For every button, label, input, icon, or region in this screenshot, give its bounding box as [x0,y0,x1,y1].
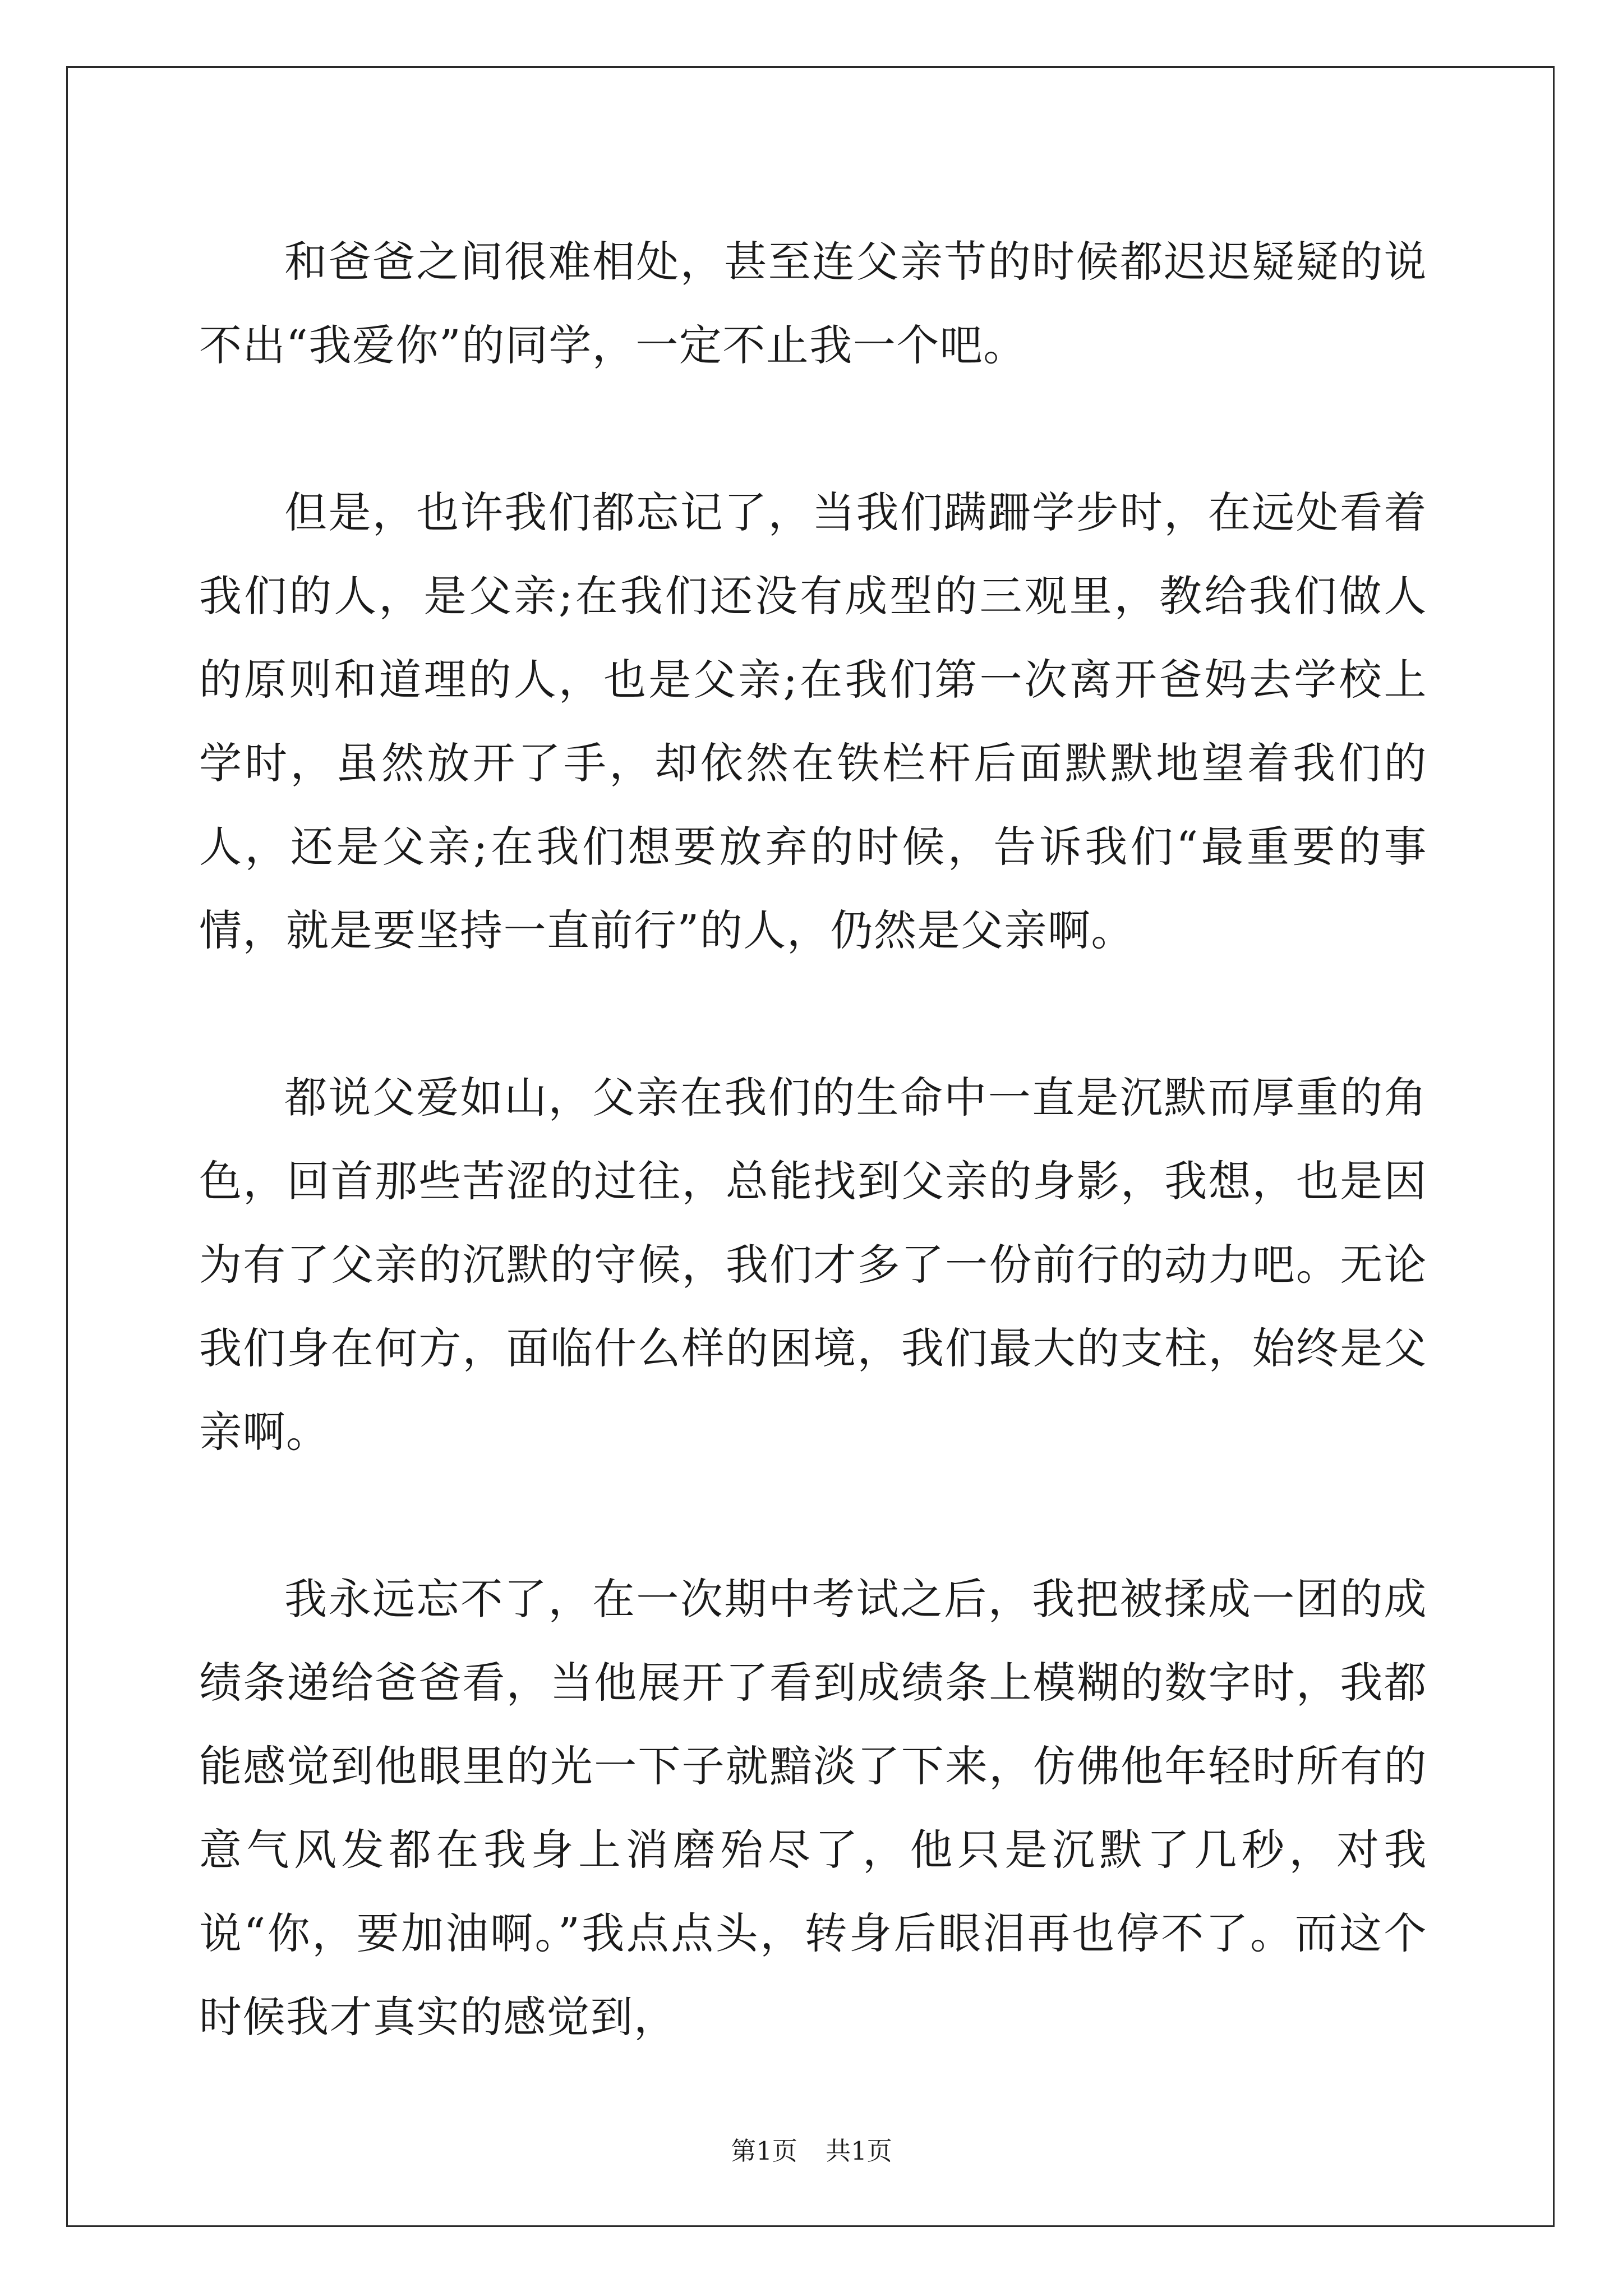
page-footer [0,2131,1623,2167]
paragraph: 但是，也许我们都忘记了，当我们蹒跚学步时，在远处看着我们的人，是父亲;在我们还没有成型的三观里，教给我们做人的原则和道理的人，也是父亲;在我们第一次离开爸妈去学校上学时，虽然放开了手，却依然在铁栏杆后面默默地望着我们的人，还是父亲;在我们想要放弃的时候，告诉我们“最重要的事情，就是要坚持一直前行”的人，仍然是父亲啊。 [199,487,1427,955]
paragraph: 和爸爸之间很难相处，甚至连父亲节的时候都迟迟疑疑的说不出“我爱你”的同学，一定不止我一个吧。 [199,237,1427,370]
page-number-total: 共1页 [826,2136,892,2166]
paragraph: 都说父爱如山，父亲在我们的生命中一直是沉默而厚重的角色，回首那些苦涩的过往，总能找到父亲的身影，我想，也是因为有了父亲的沉默的守候，我们才多了一份前行的动力吧。无论我们身在何方，面临什么样的困境，我们最大的支柱，始终是父亲啊。 [199,1073,1427,1457]
paragraph: 我永远忘不了，在一次期中考试之后，我把被揉成一团的成绩条递给爸爸看，当他展开了看到成绩条上模糊的数字时，我都能感觉到他眼里的光一下子就黯淡了下来，仿佛他年轻时所有的意气风发都在我身上消磨殆尽了，他只是沉默了几秒，对我说“你，要加油啊。”我点点头，转身后眼泪再也停不了。而这个时候我才真实的感觉到， [199,1574,1427,2042]
document-body [199,220,1427,2059]
page-number-current: 第1页 [731,2136,797,2166]
